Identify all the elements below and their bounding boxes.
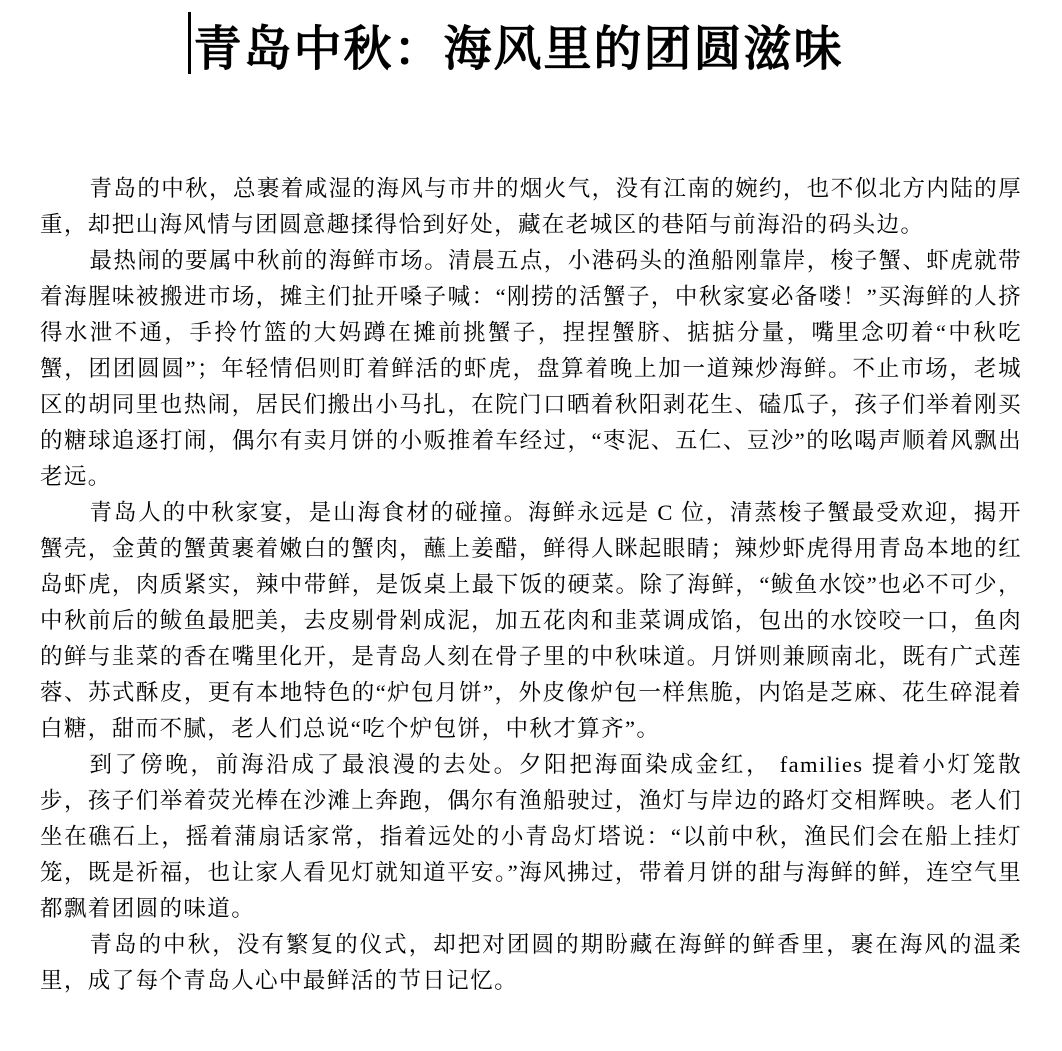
paragraph-5[interactable]: 青岛的中秋，没有繁复的仪式，却把对团圆的期盼藏在海鲜的鲜香里，裹在海风的温柔里，成了每个青岛人心中最鲜活的节日记忆。 <box>40 932 1022 993</box>
text-cursor-caret <box>188 12 191 74</box>
paragraph-2[interactable]: 最热闹的要属中秋前的海鲜市场。清晨五点，小港码头的渔船刚靠岸，梭子蟹、虾虎就带着海腥味被搬进市场，摊主们扯开嗓子喊：“刚捞的活蟹子，中秋家宴必备喽！”买海鲜的人挤得水泄不通，手拎竹篮的大妈蹲在摊前挑蟹子，捏捏蟹脐、掂掂分量，嘴里念叨着“中秋吃蟹，团团圆圆”；年轻情侣则盯着鲜活的虾虎，盘算着晚上加一道辣炒海鲜。不止市场，老城区的胡同里也热闹，居民们搬出小马扎，在院门口晒着秋阳剥花生、磕瓜子，孩子们举着刚买的糖球追逐打闹，偶尔有卖月饼的小贩推着车经过，“枣泥、五仁、豆沙”的吆喝声顺着风飘出老远。 <box>40 248 1022 489</box>
document-body <box>40 171 1022 999</box>
paragraph-1[interactable]: 青岛的中秋，总裹着咸湿的海风与市井的烟火气，没有江南的婉约，也不似北方内陆的厚重，却把山海风情与团圆意趣揉得恰到好处，藏在老城区的巷陌与前海沿的码头边。 <box>40 176 1022 237</box>
document-title-text: 青岛中秋：海风里的团圆滋味 <box>193 23 844 76</box>
paragraph-4[interactable]: 到了傍晚，前海沿成了最浪漫的去处。夕阳把海面染成金红， families 提着小灯笼散步，孩子们举着荧光棒在沙滩上奔跑，偶尔有渔船驶过，渔灯与岸边的路灯交相辉映。老人们坐在礁石上，摇着蒲扇话家常，指着远处的小青岛灯塔说：“以前中秋，渔民们会在船上挂灯笼，既是祈福，也让家人看见灯就知道平安。”海风拂过，带着月饼的甜与海鲜的鲜，连空气里都飘着团圆的味道。 <box>40 752 1022 921</box>
paragraph-3[interactable]: 青岛人的中秋家宴，是山海食材的碰撞。海鲜永远是 C 位，清蒸梭子蟹最受欢迎，揭开蟹壳，金黄的蟹黄裹着嫩白的蟹肉，蘸上姜醋，鲜得人眯起眼睛；辣炒虾虎得用青岛本地的红岛虾虎，肉质紧实，辣中带鲜，是饭桌上最下饭的硬菜。除了海鲜，“鲅鱼水饺”也必不可少，中秋前后的鲅鱼最肥美，去皮剔骨剁成泥，加五花肉和韭菜调成馅，包出的水饺咬一口，鱼肉的鲜与韭菜的香在嘴里化开，是青岛人刻在骨子里的中秋味道。月饼则兼顾南北，既有广式莲蓉、苏式酥皮，更有本地特色的“炉包月饼”，外皮像炉包一样焦脆，内馅是芝麻、花生碎混着白糖，甜而不腻，老人们总说“吃个炉包饼，中秋才算齐”。 <box>40 500 1022 741</box>
document-title[interactable] <box>0 0 1062 82</box>
